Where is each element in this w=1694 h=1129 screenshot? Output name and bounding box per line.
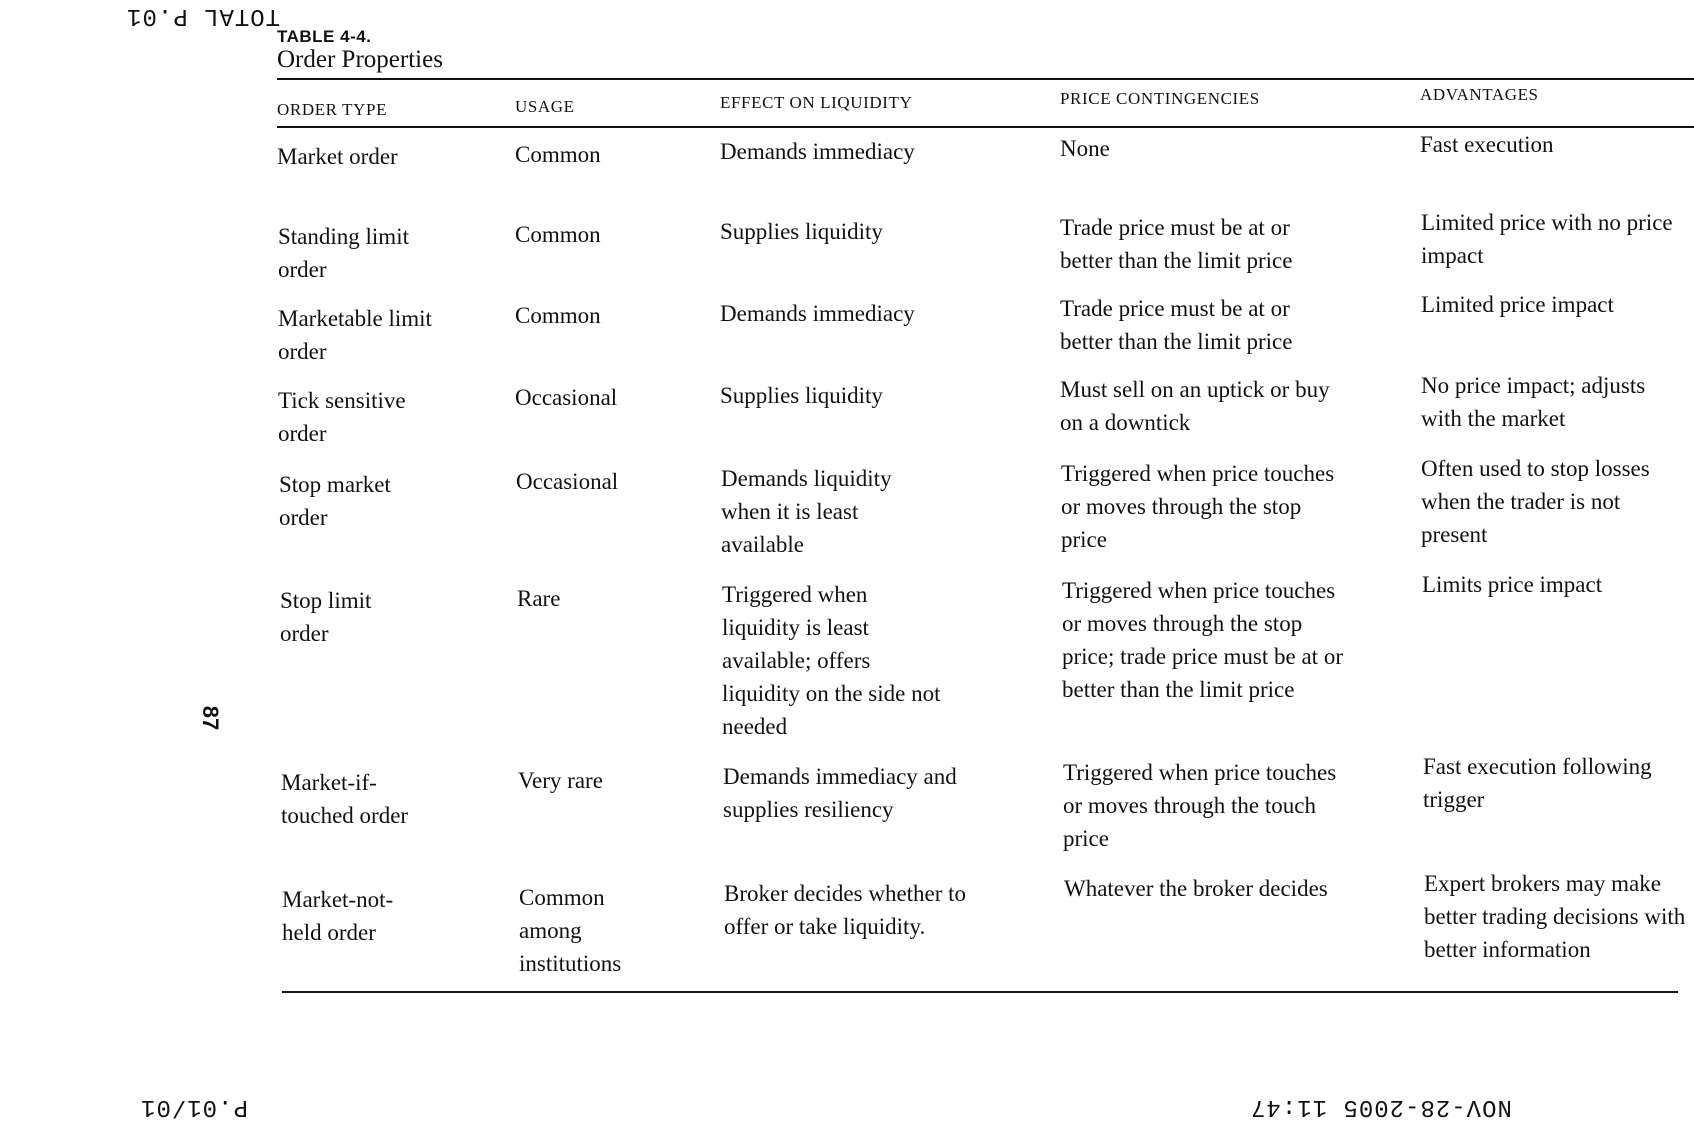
cell-usage: Common xyxy=(515,222,601,247)
column-header-usage: USAGE xyxy=(515,97,575,116)
cell-order-type: Tick sensitive order xyxy=(278,388,406,446)
cell-effect-on-liquidity: Supplies liquidity xyxy=(720,219,883,244)
cell-advantages: Fast execution xyxy=(1420,132,1554,157)
cell-advantages: Often used to stop losses when the trader is not present xyxy=(1421,456,1650,547)
cell-usage: Very rare xyxy=(518,768,603,793)
cell-price-contingencies: Triggered when price touches or moves through the stop price xyxy=(1061,461,1335,552)
column-header-order-type: ORDER TYPE xyxy=(277,100,388,119)
cell-advantages: No price impact; adjusts with the market xyxy=(1421,373,1646,431)
cell-effect-on-liquidity: Triggered when liquidity is least available; offers liquidity on the side not needed xyxy=(722,582,941,739)
table-top-rule xyxy=(277,78,1694,80)
cell-order-type: Stop limit order xyxy=(280,588,372,646)
cell-price-contingencies: None xyxy=(1060,136,1110,161)
column-header-price-contingencies: PRICE CONTINGENCIES xyxy=(1060,89,1260,108)
cell-price-contingencies: Triggered when price touches or moves through the touch price xyxy=(1063,760,1337,851)
cell-price-contingencies: Trade price must be at or better than the limit price xyxy=(1060,296,1293,354)
cell-price-contingencies: Trade price must be at or better than the limit price xyxy=(1060,215,1293,273)
fax-header-total: TOTAL P.01 xyxy=(126,2,281,29)
cell-usage: Common among institutions xyxy=(519,885,622,976)
fax-footer-pages: P.01/01 xyxy=(140,1093,248,1120)
cell-order-type: Standing limit order xyxy=(278,224,409,282)
cell-effect-on-liquidity: Demands immediacy xyxy=(720,139,915,164)
cell-effect-on-liquidity: Demands immediacy and supplies resiliency xyxy=(723,764,957,822)
cell-advantages: Fast execution following trigger xyxy=(1423,754,1652,812)
cell-price-contingencies: Whatever the broker decides xyxy=(1064,876,1328,901)
cell-usage: Occasional xyxy=(516,469,619,494)
cell-usage: Occasional xyxy=(515,385,618,410)
cell-effect-on-liquidity: Supplies liquidity xyxy=(720,383,883,408)
cell-order-type: Stop market order xyxy=(279,472,391,530)
cell-advantages: Expert brokers may make better trading decisions with better information xyxy=(1424,871,1686,962)
cell-advantages: Limits price impact xyxy=(1422,572,1603,597)
column-header-advantages: ADVANTAGES xyxy=(1420,85,1539,104)
cell-price-contingencies: Triggered when price touches or moves through the stop price; trade price must be at or better than the limit price xyxy=(1062,578,1343,702)
cell-order-type: Market-if-touched order xyxy=(281,770,409,828)
cell-advantages: Limited price impact xyxy=(1421,292,1614,317)
cell-effect-on-liquidity: Demands liquidity when it is least available xyxy=(721,466,892,557)
table-bottom-rule xyxy=(282,991,1678,993)
cell-effect-on-liquidity: Broker decides whether to offer or take liquidity. xyxy=(724,881,967,939)
cell-price-contingencies: Must sell on an uptick or buy on a downtick xyxy=(1060,377,1330,435)
cell-order-type: Marketable limit order xyxy=(278,306,432,364)
cell-usage: Common xyxy=(515,142,601,167)
page-number: 87 xyxy=(198,705,224,731)
column-header-effect-on-liquidity: EFFECT ON LIQUIDITY xyxy=(720,93,913,112)
cell-effect-on-liquidity: Demands immediacy xyxy=(720,301,915,326)
cell-advantages: Limited price with no price impact xyxy=(1421,210,1673,268)
cell-usage: Common xyxy=(515,303,601,328)
fax-footer-timestamp: NOV-28-2005 11:47 xyxy=(1250,1093,1512,1120)
cell-order-type: Market order xyxy=(277,144,398,169)
table-label: TABLE 4-4. xyxy=(277,27,372,46)
table-title: Order Properties xyxy=(277,46,443,73)
cell-usage: Rare xyxy=(517,586,561,611)
cell-order-type: Market-not-held order xyxy=(282,887,394,945)
